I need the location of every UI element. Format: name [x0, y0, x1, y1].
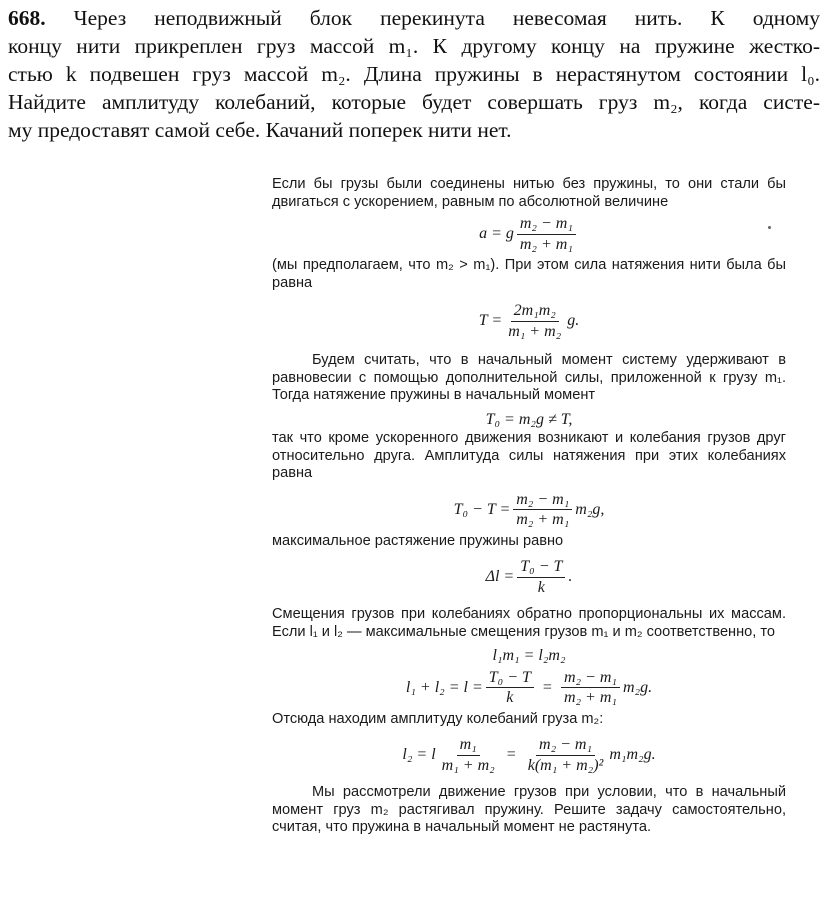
formula-acceleration: a = g $\frac{\text{m₂ − m₁}}{\text{m₂ + m₁}}$	[272, 215, 786, 253]
solution-paragraph-4: так что кроме ускоренного движения возникают и колебания грузов друг относительно друга. Амплитуда силы натяжения при этих колебаниях равна	[272, 430, 786, 481]
problem-line-3: стью k подвешен груз массой m₂. Длина пружины в нерастянутом состоянии l₀.	[8, 62, 820, 86]
solution-paragraph-7: Отсюда находим амплитуду колебаний груза m₂:	[272, 710, 604, 727]
problem-line-1: 668. Через неподвижный блок перекинута невесомая нить. К одному	[8, 6, 820, 30]
problem-statement	[8, 4, 820, 144]
formula-initial-tension: T₀ = m₂g ≠ T,	[485, 410, 573, 428]
solution-paragraph-1: Если бы грузы были соединены нитью без пружины, то они стали бы двигаться с ускорением, равным по абсолютной величине	[272, 176, 786, 210]
problem-line-2: концу нити прикреплен груз массой m₁. К другому концу на пружине жестко-	[8, 34, 820, 58]
formula-amplitude: l₂ = l $\frac{\text{m₁}}{\text{m₁ + m₂}}$ = $\frac{\text{m₂ − m₁}}{\text{k(m₁ + m₂)²}}$ m₁m₂g.	[402, 736, 656, 774]
formula-tension: T = $\frac{\text{2m₁m₂}}{\text{m₁ + m₂}}$ g.	[478, 302, 580, 340]
fraction: $\frac{\text{m₂ − m₁}}{\text{m₂ + m₁}}$	[513, 491, 572, 529]
fraction: $\frac{\text{T₀ − T}}{k}$	[517, 558, 565, 596]
fraction: $\frac{\text{T₀ − T}}{k}$	[486, 669, 534, 707]
formula-force-amplitude: T₀ − T = $\frac{\text{m₂ − m₁}}{\text{m₂ + m₁}}$ m₂g,	[453, 490, 605, 528]
formula-displacement-ratio: l₁m₁ = l₂m₂	[492, 647, 566, 664]
fraction: $\frac{\text{m₂ − m₁}}{\text{m₂ + m₁}}$	[561, 669, 620, 707]
problem-line-5: му предоставят самой себе. Качаний поперек нити нет.	[8, 118, 512, 142]
problem-line-4: Найдите амплитуду колебаний, которые будет совершать груз m₂, когда систе-	[8, 90, 820, 114]
problem-number: 668.	[8, 6, 46, 30]
solution-paragraph-6: Смещения грузов при колебаниях обратно пропорциональны их массам. Если l₁ и l₂ — максимальные смещения грузов m₁ и m₂ соответственно, то	[272, 606, 786, 640]
solution-paragraph-2: (мы предполагаем, что m₂ > m₁). При этом сила натяжения нити была бы равна	[272, 257, 786, 291]
fraction: $\frac{\text{m₁}}{\text{m₁ + m₂}}$	[441, 736, 495, 774]
formula-max-extension: Δl = $\frac{\text{T₀ − T}}{k}$ .	[485, 558, 573, 596]
solution-paragraph-3: Будем считать, что в начальный момент систему удерживают в равновесии с помощью дополнительной силы, приложенной к грузу m₁. Тогда натяжение пружины в начальный момент	[272, 352, 786, 403]
fraction: $\frac{\text{2m₁m₂}}{\text{m₁ + m₂}}$	[508, 302, 562, 340]
solution-text	[272, 176, 786, 837]
formula-displacement-sum: l₁ + l₂ = l = $\frac{\text{T₀ − T}}{k}$ = $\frac{\text{m₂ − m₁}}{\text{m₂ + m₁}}$ m₂g.	[405, 668, 653, 706]
solution-paragraph-8: Мы рассмотрели движение грузов при условии, что в начальный момент груз m₂ растягивал пружину. Решите задачу самостоятельно, считая, что пружина в начальный момент не растянута.	[272, 784, 786, 835]
fraction: $\frac{\text{m₂ − m₁}}{\text{k(m₁ + m₂)²}}$	[527, 736, 604, 774]
fraction: $\frac{\text{m₂ − m₁}}{\text{m₂ + m₁}}$	[517, 215, 576, 253]
solution-paragraph-5: максимальное растяжение пружины равно	[272, 532, 564, 549]
